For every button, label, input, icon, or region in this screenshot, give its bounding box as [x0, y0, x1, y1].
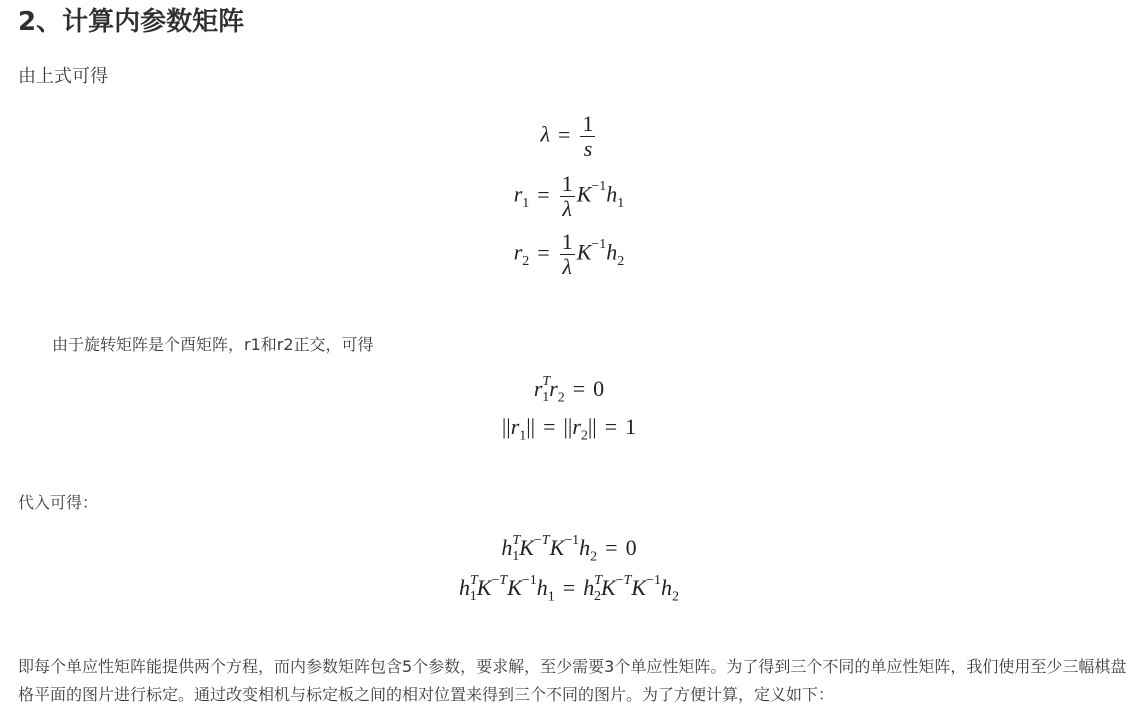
equation-lambda: λ = $\frac{1}{s}$ [540, 111, 594, 161]
section-heading: 2、计算内参数矩阵 [18, 7, 245, 37]
equation-orthogonal: $r^T_1r_2 = 0$ [533, 373, 605, 406]
substitute-text: 代入可得： [18, 493, 99, 512]
equation-unit-norm: $||r_1|| = ||r_2|| = 1$ [501, 414, 637, 444]
equation-r2: $r_2$ = $\frac{1}{\lambda}$ $K^{-1}h_2$ [513, 229, 625, 279]
rotation-text: 由于旋转矩阵是个酉矩阵，r1和r2正交，可得 [52, 335, 374, 354]
intro-text: 由上式可得 [18, 66, 108, 87]
equation-r1: $r_1$ = $\frac{1}{\lambda}$ $K^{-1}h_1$ [513, 171, 625, 221]
conclusion-text: 即每个单应性矩阵能提供两个方程，而内参数矩阵包含5个参数，要求解，至少需要3个单应性矩阵。为了得到三个不同的单应性矩阵，我们使用至少三幅棋盘格平面的图片进行标定。通过改变相机与标定板之间的相对位置来得到三个不同的图片。为了方便计算，定义如下： [18, 657, 1127, 704]
equation-constraint-2: $h^T_1K^{-T}K^{-1}h_1 = h^T_2K^{-T}K^{-1}h_2$ [459, 572, 679, 605]
equation-constraint-1: $h^T_1K^{-T}K^{-1}h_2 = 0$ [501, 532, 637, 565]
